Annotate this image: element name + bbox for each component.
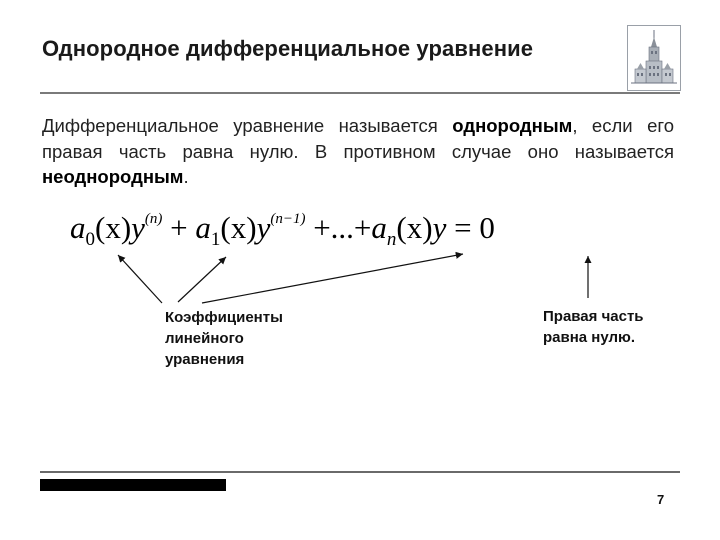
- slide-title: Однородное дифференциальное уравнение: [42, 36, 534, 61]
- right-side-label-line-1: Правая часть: [543, 308, 644, 325]
- equation: [70, 199, 495, 260]
- definition-text-3: .: [183, 166, 189, 187]
- coefficients-label-line-2: линейного: [165, 330, 244, 347]
- derivative-order-n: (n): [144, 211, 163, 227]
- arg-x-2: (x): [220, 210, 257, 245]
- y-term-1: y: [131, 210, 145, 245]
- term-homogeneous: однородным: [452, 115, 573, 136]
- coefficient-a1: $a_1$: [195, 210, 221, 250]
- arg-x-1: (x): [95, 210, 132, 245]
- arrow-to-a1: [178, 257, 226, 302]
- plus-ellipsis-plus: +...+: [313, 210, 372, 245]
- arg-x-3: (x): [396, 210, 433, 245]
- university-building-logo-icon: [627, 25, 681, 91]
- definition-paragraph: [42, 113, 674, 190]
- coefficients-label: [165, 307, 283, 370]
- coefficient-a0: $a_0$: [70, 210, 95, 250]
- plus-sign: +: [170, 210, 188, 245]
- equals-sign: =: [454, 210, 472, 245]
- arrow-to-an: [202, 254, 463, 303]
- definition-text-2: , если его правая часть равна нулю. В противном случае оно называется: [42, 115, 674, 162]
- footer-redaction-bar: [40, 479, 226, 491]
- derivative-order-n-minus-1: (n−1): [270, 211, 306, 227]
- right-side-label-line-2: равна нулю.: [543, 329, 636, 346]
- title-divider: [40, 92, 680, 94]
- page-number: 7: [657, 492, 665, 507]
- footer-divider: [40, 471, 680, 473]
- coefficient-an: $a_n$: [371, 210, 397, 250]
- term-nonhomogeneous: неоднородным: [42, 166, 184, 187]
- y-term-2: y: [256, 210, 271, 245]
- arrow-to-a0: [118, 255, 162, 303]
- coefficients-label-line-3: уравнения: [165, 351, 245, 368]
- y-term-3: y: [432, 210, 447, 245]
- right-side-label: [543, 306, 644, 348]
- right-hand-side-zero: 0: [479, 210, 495, 245]
- definition-text-1: Дифференциальное уравнение называется: [42, 115, 453, 136]
- coefficients-label-line-1: Коэффициенты: [165, 309, 283, 326]
